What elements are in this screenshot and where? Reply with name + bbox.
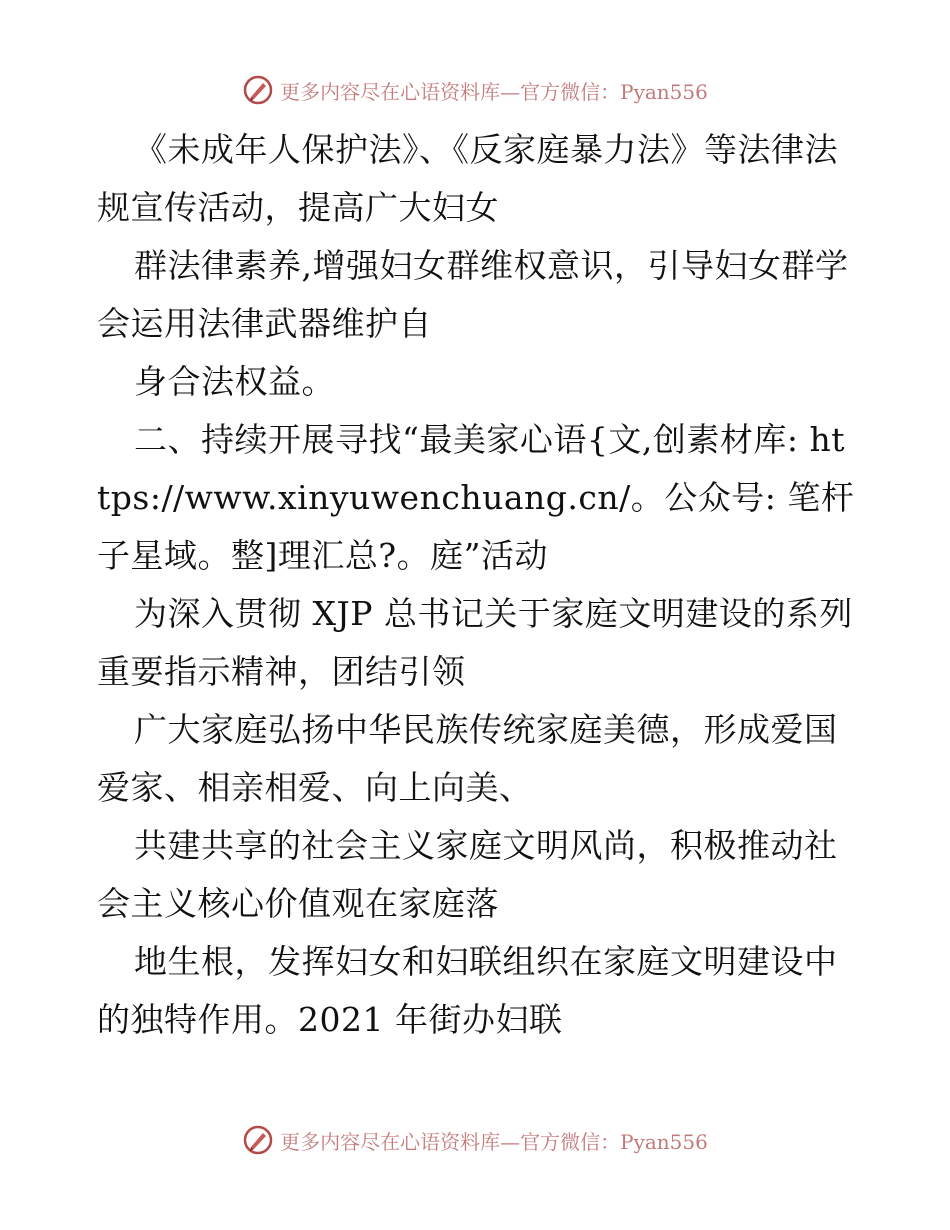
footer-watermark-text: 更多内容尽在心语资料库—官方微信：Pyan556 bbox=[280, 1129, 708, 1154]
paragraph-8: 地生根，发挥妇女和妇联组织在家庭文明建设中的独特作用。2021 年街办妇联 bbox=[97, 942, 838, 1039]
quill-pen-logo-icon bbox=[242, 1124, 274, 1156]
paragraph-6: 广大家庭弘扬中华民族传统家庭美德，形成爱国爱家、相亲相爱、向上向美、 bbox=[97, 710, 838, 807]
footer-watermark-banner bbox=[0, 1120, 950, 1160]
paragraph-5: 为深入贯彻 XJP 总书记关于家庭文明建设的系列重要指示精神，团结引领 bbox=[97, 594, 853, 691]
paragraph-4-heading: 二、持续开展寻找“最美家心语{文,创素材库: https://www.xinyuwenchuang.cn/。公众号: 笔杆子星域。整]理汇总?。庭”活动 bbox=[97, 420, 855, 575]
quill-pen-logo-icon bbox=[242, 74, 274, 106]
header-watermark-banner bbox=[0, 70, 950, 110]
paragraph-2: 群法律素养,增强妇女群维权意识，引导妇女群学会运用法律武器维护自 bbox=[97, 246, 849, 343]
header-watermark-text: 更多内容尽在心语资料库—官方微信：Pyan556 bbox=[280, 79, 708, 104]
paragraph-7: 共建共享的社会主义家庭文明风尚，积极推动社会主义核心价值观在家庭落 bbox=[97, 826, 838, 923]
paragraph-3: 身合法权益。 bbox=[134, 362, 335, 401]
paragraph-1: 《未成年人保护法》、《反家庭暴力法》等法律法规宣传活动，提高广大妇女 bbox=[97, 130, 838, 227]
document-body bbox=[97, 121, 857, 1049]
